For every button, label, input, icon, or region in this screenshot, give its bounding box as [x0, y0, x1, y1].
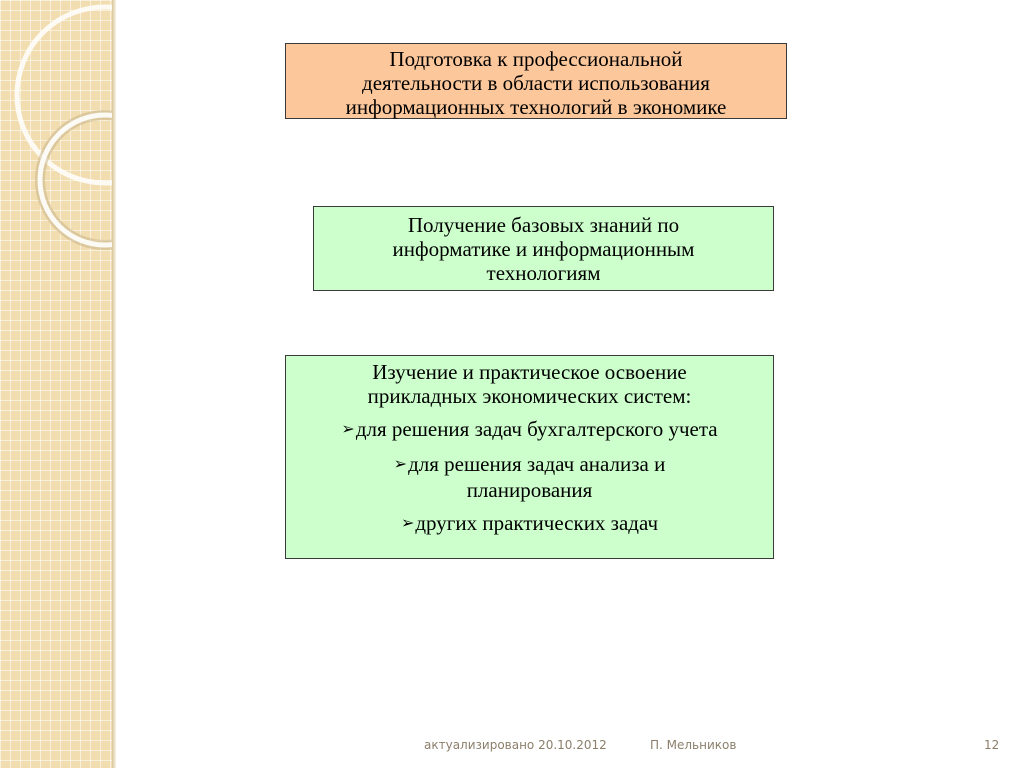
practice-intro-line: прикладных экономических систем:	[367, 384, 692, 408]
basics-line: технологиям	[486, 261, 601, 285]
goal-box	[285, 43, 787, 119]
decorative-rings	[0, 0, 112, 768]
basics-box	[313, 206, 774, 291]
goal-line: информационных технологий в экономике	[345, 95, 727, 119]
bullet-text: других практических задач	[415, 511, 659, 535]
page-number: 12	[984, 738, 1000, 752]
decorative-ring-large	[17, 7, 112, 183]
arrow-bullet-icon: ➢	[400, 513, 415, 532]
decorative-side-panel	[0, 0, 112, 768]
arrow-bullet-icon: ➢	[341, 419, 355, 438]
basics-line: Получение базовых знаний по	[407, 213, 680, 237]
goal-line: Подготовка к профессиональной	[389, 47, 683, 71]
arrow-bullet-icon: ➢	[393, 454, 408, 473]
practice-box	[285, 355, 774, 559]
practice-intro	[292, 360, 767, 408]
goal-line: деятельности в области использования	[362, 71, 710, 95]
practice-bullet-other	[292, 511, 767, 537]
footer-author: П. Мельников	[650, 738, 737, 752]
bullet-text: для решения задач бухгалтерского учета	[355, 417, 718, 441]
footer-date: актуализировано 20.10.2012	[424, 738, 607, 752]
basics-line: информатике и информационным	[392, 237, 695, 261]
bullet-text: для решения задач анализа и планирования	[408, 452, 666, 502]
practice-intro-line: Изучение и практическое освоение	[372, 360, 687, 384]
side-panel-edge	[112, 0, 116, 768]
practice-bullet-analysis	[292, 452, 767, 502]
practice-bullet-accounting	[292, 417, 767, 443]
